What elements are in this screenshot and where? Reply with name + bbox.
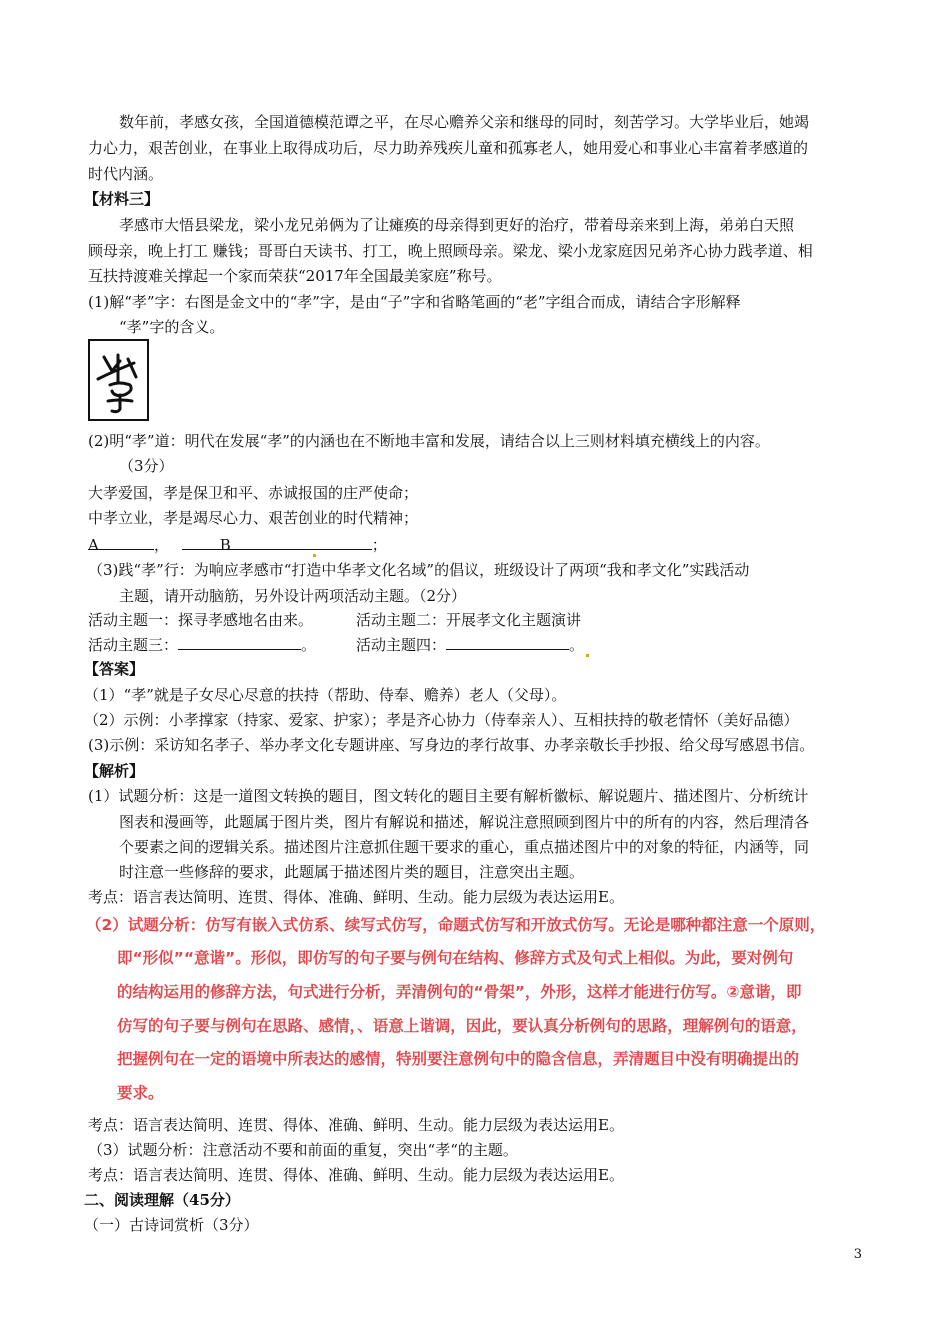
analysis-1-cont: 时注意一些修辞的要求，此题属于描述图片类的题目，注意突出主题。 <box>119 863 585 881</box>
activity-4-label: 活动主题四： <box>356 636 447 654</box>
analysis-2-red: 的结构运用的修辞方法，句式进行分析，弄清例句的“骨架”，外形，这样才能进行仿写。②意谐，即 <box>117 983 802 1001</box>
page-number: 3 <box>853 1247 862 1262</box>
answer-title: 【答案】 <box>84 660 145 678</box>
question-1-cont: “孝”字的含义。 <box>119 318 225 336</box>
kaodian-1: 考点：语言表达简明、连贯、得体、准确、鲜明、生动。能力层级为表达运用E。 <box>88 888 624 906</box>
separator: ， <box>154 536 170 554</box>
analysis-2-red: 要求。 <box>117 1084 164 1102</box>
blank-b-label: B <box>219 536 231 554</box>
jinwen-xiao-character-icon <box>88 339 149 421</box>
question-2-score: （3分） <box>119 457 174 475</box>
analysis-2-red: 把握例句在一定的语境中所表达的感情，特别要注意例句中的隐含信息，弄清题目中没有明确提出的 <box>117 1050 800 1068</box>
analysis-1: (1）试题分析：这是一道图文转换的题目，图文转化的题目主要有解析徽标、解说题片、描述图片、分析统计 <box>88 787 809 805</box>
paragraph-line: 孝感市大悟县梁龙，梁小龙兄弟俩为了让瘫痪的母亲得到更好的治疗，带着母亲来到上海，弟弟白天照 <box>119 216 795 234</box>
answer-2: （2）示例：小孝撑家（持家、爱家、护家）；孝是齐心协力（侍奉亲人）、互相扶持的敬老情怀（美好品德） <box>84 711 799 729</box>
marker-dot <box>586 654 589 657</box>
activity-4-line <box>356 633 589 657</box>
paragraph-line: 力心力，艰苦创业，在事业上取得成功后，尽力助养残疾儿童和孤寡老人，她用爱心和事业心丰富着孝感道的 <box>88 139 809 157</box>
answer-3: (3)示例：采访知名孝子、举办孝文化专题讲座、写身边的孝行故事、办孝亲敬长手抄报、给父母写感恩书信。 <box>88 736 815 754</box>
analysis-1-cont: 图表和漫画等，此题属于图片类，图片有解说和描述，解说注意照顾到图片中的所有的内容，然后理清各 <box>119 813 810 831</box>
material-three-title: 【材料三】 <box>84 190 160 208</box>
section-2-1-title: （一）古诗词赏析（3分） <box>84 1216 259 1234</box>
blank-b[interactable] <box>182 533 372 554</box>
activity-3-label: 活动主题三： <box>88 636 179 654</box>
analysis-2-red: 仿写的句子要与例句在思路、感情，、语意上谐调，因此，要认真分析例句的思路，理解例句的语意， <box>117 1017 807 1035</box>
period: 。 <box>569 636 585 654</box>
analysis-3: （3）试题分析：注意活动不要和前面的重复，突出“孝“的主题。 <box>88 1141 518 1159</box>
paragraph-line: 时代内涵。 <box>88 165 164 183</box>
marker-dot <box>313 554 316 557</box>
paragraph-line: 数年前，孝感女孩，全国道德模范谭之平，在尽心赡养父亲和继母的同时，刻苦学习。大学毕业后，她竭 <box>119 113 810 131</box>
analysis-2-red: 即“形似”“意谐”。形似，即仿写的句子要与例句在结构、修辞方式及句式上相似。为此，要对例句 <box>117 949 794 967</box>
question-3: （3)践“孝”行：为响应孝感市“打造中华孝文化名域”的倡议，班级设计了两项“我和孝文化”实践活动 <box>88 561 750 579</box>
answer-1: （1）“孝”就是子女尽心尽意的扶持（帮助、侍奉、赡养）老人（父母）。 <box>84 686 567 704</box>
activity-4-blank[interactable] <box>446 633 569 650</box>
fill-blanks-line <box>88 533 387 557</box>
section-2-title: 二、阅读理解（45分） <box>84 1191 240 1209</box>
kaodian-3: 考点：语言表达简明、连贯、得体、准确、鲜明、生动。能力层级为表达运用E。 <box>88 1166 624 1184</box>
paragraph-line: 互扶持渡难关撑起一个家而荣获“2017年全国最美家庭”称号。 <box>88 267 502 285</box>
analysis-title: 【解析】 <box>84 762 145 780</box>
activity-1: 活动主题一：探寻孝感地名由来。 <box>88 611 314 629</box>
blank-a[interactable] <box>88 533 154 554</box>
separator: ； <box>371 536 387 554</box>
analysis-1-cont: 个要素之间的逻辑关系。描述图片注意抓住题干要求的重心，重点描述图片中的对象的特征，内涵等，同 <box>119 838 810 856</box>
question-2: (2)明“孝”道：明代在发展“孝”的内涵也在不断地丰富和发展，请结合以上三则材料填充横线上的内容。 <box>88 432 770 450</box>
kaodian-2: 考点：语言表达简明、连贯、得体、准确、鲜明、生动。能力层级为表达运用E。 <box>88 1116 624 1134</box>
question-1: (1)解“孝”字：右图是金文中的“孝”字，是由“子”字和省略笔画的“老”字组合而成，请结合字形解释 <box>88 293 741 311</box>
period: 。 <box>301 636 317 654</box>
example-line: 大孝爱国，孝是保卫和平、赤诚报国的庄严使命； <box>88 484 419 502</box>
activity-2: 活动主题二：开展孝文化主题演讲 <box>356 611 582 629</box>
paragraph-line: 顾母亲，晚上打工 赚钱；哥哥白天读书、打工，晚上照顾母亲。梁龙、梁小龙家庭因兄弟齐心协力践孝道、相 <box>88 242 813 260</box>
analysis-2-red: （2）试题分析：仿写有嵌入式仿系、续写式仿写，命题式仿写和开放式仿写。无论是哪种都注意一个原则， <box>86 916 826 934</box>
activity-3-blank[interactable] <box>178 633 301 650</box>
question-3-cont: 主题，请开动脑筋，另外设计两项活动主题。（2分） <box>119 587 467 605</box>
example-line: 中孝立业，孝是竭尽心力、艰苦创业的时代精神； <box>88 509 419 527</box>
blank-a-label: A <box>88 536 99 554</box>
activity-3-line <box>88 633 316 657</box>
